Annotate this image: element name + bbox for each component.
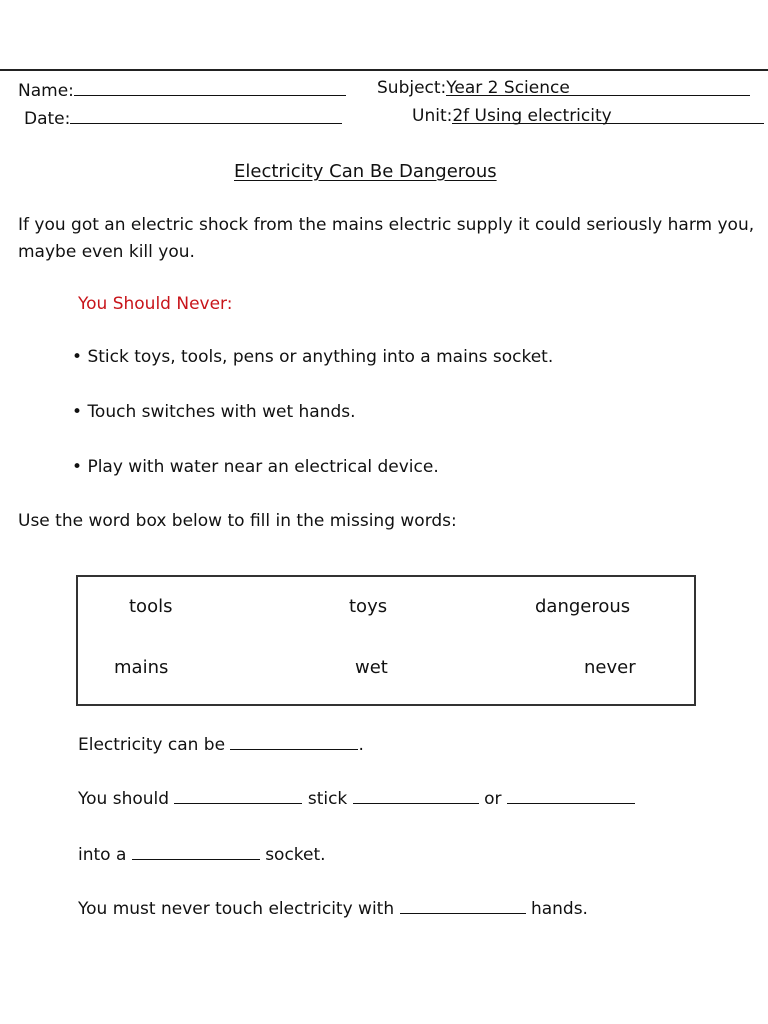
word-box-word: dangerous xyxy=(535,596,631,617)
sentence-text: stick xyxy=(307,789,348,809)
bullet-dot: • xyxy=(72,347,83,367)
date-field xyxy=(24,106,342,129)
sentence-text: You must never touch electricity with xyxy=(78,899,395,919)
blank-line[interactable] xyxy=(174,788,302,804)
bullet-item xyxy=(72,457,439,477)
blank-line[interactable] xyxy=(132,844,260,860)
unit-field xyxy=(412,106,768,126)
sentence-text: hands. xyxy=(530,899,588,919)
word-box xyxy=(76,575,696,706)
sentence-3 xyxy=(78,844,326,865)
name-field xyxy=(18,78,346,101)
blank-line[interactable] xyxy=(353,788,479,804)
intro-paragraph: If you got an electric shock from the mains electric supply it could seriously harm you, maybe even kill you. xyxy=(18,215,755,262)
never-heading: You Should Never: xyxy=(78,294,233,314)
name-input-line[interactable] xyxy=(74,78,346,96)
sentence-text: . xyxy=(358,735,364,755)
blank-line[interactable] xyxy=(230,734,358,750)
sentence-1 xyxy=(78,734,364,755)
name-label: Name: xyxy=(18,81,74,101)
top-rule xyxy=(0,69,768,71)
page-title: Electricity Can Be Dangerous xyxy=(234,161,497,182)
blank-line[interactable] xyxy=(507,788,635,804)
sentence-2 xyxy=(78,788,635,809)
subject-value: Year 2 Science xyxy=(446,78,750,96)
word-box-word: tools xyxy=(129,596,173,617)
unit-label: Unit: xyxy=(412,106,453,126)
bullet-text: Play with water near an electrical device. xyxy=(87,457,439,477)
bullet-text: Touch switches with wet hands. xyxy=(87,402,356,422)
instruction-text: Use the word box below to fill in the missing words: xyxy=(18,511,457,531)
sentence-text: socket. xyxy=(265,845,326,865)
bullet-text: Stick toys, tools, pens or anything into a mains socket. xyxy=(87,347,554,367)
word-box-word: wet xyxy=(355,657,388,678)
sentence-text: You should xyxy=(78,789,170,809)
bullet-item xyxy=(72,347,553,367)
bullet-item xyxy=(72,402,356,422)
blank-line[interactable] xyxy=(400,898,526,914)
sentence-text: or xyxy=(484,789,502,809)
subject-label: Subject: xyxy=(377,78,447,98)
bullet-dot: • xyxy=(72,402,83,422)
sentence-4 xyxy=(78,898,588,919)
sentence-text: into a xyxy=(78,845,127,865)
subject-field xyxy=(377,78,768,98)
date-input-line[interactable] xyxy=(70,106,342,124)
sentence-text: Electricity can be xyxy=(78,735,226,755)
date-label: Date: xyxy=(24,109,71,129)
bullet-dot: • xyxy=(72,457,83,477)
word-box-word: never xyxy=(584,657,636,678)
word-box-word: mains xyxy=(114,657,169,678)
word-box-word: toys xyxy=(349,596,388,617)
unit-value: 2f Using electricity xyxy=(452,106,764,124)
